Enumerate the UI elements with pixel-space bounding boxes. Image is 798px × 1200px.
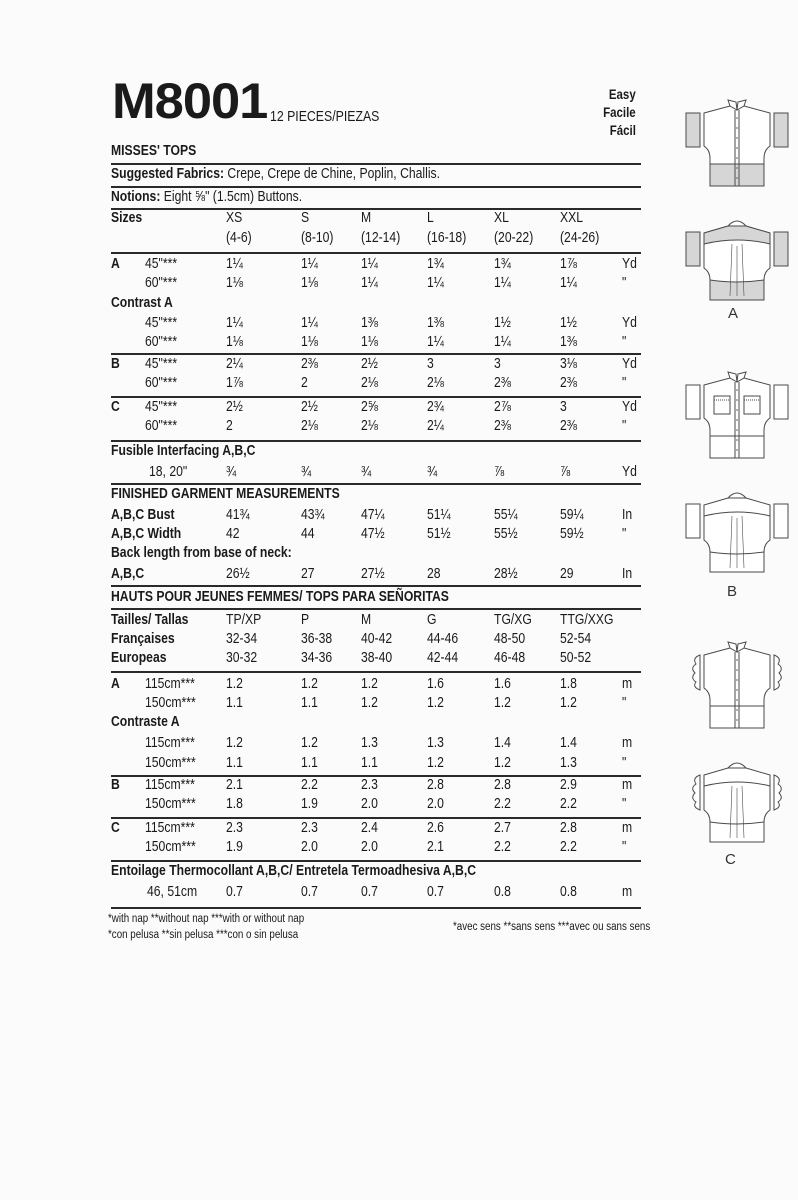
size-value: 50-52 (560, 650, 592, 666)
metric-row (111, 755, 641, 774)
divider (111, 483, 641, 485)
value-cell: 2.0 (427, 796, 444, 812)
value-cell: 2¼ (427, 418, 444, 434)
value-cell: 1¼ (301, 256, 318, 272)
value-cell: 1.2 (494, 755, 511, 771)
view-c-front-icon (693, 642, 782, 728)
value-cell: 2½ (361, 356, 378, 372)
metric-row (111, 839, 641, 858)
difficulty-french: Facile (603, 104, 636, 120)
value-cell: 2.3 (301, 820, 318, 836)
unit-cell: In (622, 507, 633, 523)
value-cell: 2½ (226, 399, 243, 415)
value-cell: 1⅜ (560, 334, 577, 350)
value-cell: 2.0 (361, 796, 378, 812)
unit-cell: " (622, 839, 627, 855)
value-cell: 55½ (494, 526, 518, 542)
notions-row (111, 189, 641, 208)
value-cell: 28 (427, 566, 441, 582)
value-cell: 1¼ (494, 275, 511, 291)
fabric-width: 150cm*** (145, 695, 196, 711)
value-cell: 1.3 (427, 735, 444, 751)
yardage-row (111, 418, 641, 437)
value-cell: 1⅛ (301, 275, 318, 291)
value-cell: ⅞ (494, 464, 505, 480)
pattern-title: MISSES' TOPS (111, 143, 197, 159)
value-cell: 0.8 (560, 884, 577, 900)
size-range: (16-18) (427, 230, 467, 246)
value-cell: 2.9 (560, 777, 577, 793)
value-cell: ¾ (361, 464, 372, 480)
value-cell: 2⅞ (494, 399, 511, 415)
size-value: 34-36 (301, 650, 333, 666)
pattern-number: M8001 (112, 73, 268, 129)
measurements-heading-row (111, 486, 641, 505)
view-label: C (111, 399, 120, 415)
contrast-heading-row (111, 295, 641, 314)
value-cell: 0.7 (427, 884, 444, 900)
fabric-width: 115cm*** (145, 777, 195, 793)
view-label: A (111, 256, 120, 272)
pattern-title-row (111, 143, 641, 162)
fabric-width: 45"*** (145, 315, 178, 331)
view-a-illustration (678, 98, 796, 313)
value-cell: 2.8 (560, 820, 577, 836)
value-cell: 1.2 (361, 695, 378, 711)
view-b-label: B (727, 583, 738, 600)
view-b-front-icon (686, 372, 788, 458)
value-cell: 1¼ (427, 275, 444, 291)
back-length-views: A,B,C (111, 566, 145, 582)
value-cell: 3 (494, 356, 501, 372)
footnote-french: *avec sens **sans sens ***avec ou sans sens (453, 921, 651, 933)
size-range-row (111, 230, 641, 249)
yardage-row (111, 256, 641, 275)
view-b-illustration (678, 370, 796, 585)
value-cell: 29 (560, 566, 574, 582)
view-label: C (111, 820, 120, 836)
divider (111, 252, 641, 254)
value-cell: 1½ (560, 315, 577, 331)
value-cell: 42 (226, 526, 240, 542)
value-cell: 2.2 (560, 839, 577, 855)
size-range: (24-26) (560, 230, 600, 246)
unit-cell: " (622, 275, 627, 291)
value-cell: 2½ (301, 399, 318, 415)
size-header: TTG/XXG (560, 612, 614, 628)
fabric-width: 60"*** (145, 418, 178, 434)
metric-row (111, 796, 641, 815)
size-range: (4-6) (226, 230, 252, 246)
divider (111, 907, 641, 909)
value-cell: 2⅛ (361, 375, 378, 391)
value-cell: 47½ (361, 526, 385, 542)
size-value: 42-44 (427, 650, 459, 666)
fabric-width: 150cm*** (145, 839, 196, 855)
size-value: 36-38 (301, 631, 333, 647)
unit-cell: " (622, 375, 627, 391)
unit-cell: " (622, 695, 627, 711)
value-cell: 1¼ (427, 334, 444, 350)
value-cell: 2⅜ (560, 418, 577, 434)
size-header: M (361, 210, 372, 226)
size-value: 48-50 (494, 631, 526, 647)
tailles-label: Tailles/ Tallas (111, 612, 189, 628)
value-cell: 59¼ (560, 507, 584, 523)
contraste-label: Contraste A (111, 714, 180, 730)
fabric-width: 150cm*** (145, 755, 196, 771)
size-header: L (427, 210, 434, 226)
size-value: 46-48 (494, 650, 526, 666)
value-cell: 1.2 (301, 676, 318, 692)
value-cell: 2.2 (494, 839, 511, 855)
unit-cell: Yd (622, 315, 637, 331)
value-cell: 27 (301, 566, 315, 582)
fabrics-label: Suggested Fabrics: (111, 166, 225, 182)
value-cell: ¾ (427, 464, 438, 480)
bust-label: A,B,C Bust (111, 507, 175, 523)
value-cell: 2.2 (301, 777, 318, 793)
unit-cell: " (622, 796, 627, 812)
value-cell: 1.1 (301, 755, 318, 771)
value-cell: 59½ (560, 526, 584, 542)
size-value: 38-40 (361, 650, 393, 666)
value-cell: 1.2 (560, 695, 577, 711)
value-cell: 2.1 (226, 777, 243, 793)
value-cell: 0.7 (361, 884, 378, 900)
fabric-width: 45"*** (145, 256, 178, 272)
value-cell: 1.8 (226, 796, 243, 812)
size-header: XS (226, 210, 243, 226)
value-cell: 27½ (361, 566, 385, 582)
bust-row (111, 507, 641, 526)
unit-cell: Yd (622, 464, 637, 480)
value-cell: 2.2 (560, 796, 577, 812)
footnote-spanish: *con pelusa **sin pelusa ***con o sin pelusa (108, 929, 299, 941)
value-cell: 1⅛ (301, 334, 318, 350)
divider (111, 671, 641, 673)
divider (111, 396, 641, 398)
divider (111, 163, 641, 165)
value-cell: 2.7 (494, 820, 511, 836)
sizes-label: Sizes (111, 210, 143, 226)
tailles-row (111, 612, 641, 631)
back-length-row (111, 566, 641, 585)
unit-cell: Yd (622, 399, 637, 415)
size-range: (8-10) (301, 230, 334, 246)
unit-cell: " (622, 526, 627, 542)
divider (111, 186, 641, 188)
fabric-width: 115cm*** (145, 735, 195, 751)
value-cell: 2.0 (361, 839, 378, 855)
value-cell: 1¼ (226, 256, 243, 272)
value-cell: 0.7 (301, 884, 318, 900)
value-cell: 26½ (226, 566, 250, 582)
fabric-width: 60"*** (145, 375, 178, 391)
value-cell: 1.2 (494, 695, 511, 711)
fabrics-row (111, 166, 641, 185)
fabric-width: 18, 20" (149, 464, 188, 480)
value-cell: 1.2 (301, 735, 318, 751)
size-header: XXL (560, 210, 584, 226)
value-cell: 2.2 (494, 796, 511, 812)
francaises-label: Françaises (111, 631, 175, 647)
view-c-back-icon (693, 763, 782, 842)
footnote-english: *with nap **without nap ***with or without nap (108, 913, 305, 925)
size-header: TG/XG (494, 612, 532, 628)
value-cell: 1¼ (494, 334, 511, 350)
value-cell: 1⅜ (361, 315, 378, 331)
value-cell: 1.1 (301, 695, 318, 711)
value-cell: 2.8 (494, 777, 511, 793)
interfacing-row (111, 464, 641, 483)
value-cell: 3 (427, 356, 434, 372)
size-value: 30-32 (226, 650, 258, 666)
value-cell: 1.2 (427, 755, 444, 771)
value-cell: 1⅛ (361, 334, 378, 350)
fabrics-value: Crepe, Crepe de Chine, Poplin, Challis. (224, 166, 441, 182)
unit-cell: m (622, 884, 633, 900)
value-cell: 2.3 (361, 777, 378, 793)
fabric-width: 45"*** (145, 356, 178, 372)
value-cell: 1⅛ (226, 275, 243, 291)
value-cell: 47¼ (361, 507, 385, 523)
measurements-label: FINISHED GARMENT MEASUREMENTS (111, 486, 340, 502)
yardage-row (111, 399, 641, 418)
sizes-row (111, 210, 641, 229)
size-header: M (361, 612, 372, 628)
value-cell: 1¼ (226, 315, 243, 331)
value-cell: 51½ (427, 526, 451, 542)
value-cell: 1.4 (494, 735, 511, 751)
value-cell: 2⅛ (361, 418, 378, 434)
value-cell: 1.1 (226, 695, 243, 711)
unit-cell: " (622, 418, 627, 434)
unit-cell: m (622, 777, 633, 793)
contrast-label: Contrast A (111, 295, 173, 311)
value-cell: 2⅛ (301, 418, 318, 434)
divider (111, 440, 641, 442)
francaises-row (111, 631, 641, 650)
europeas-row (111, 650, 641, 669)
unit-cell: m (622, 820, 633, 836)
value-cell: 1.2 (427, 695, 444, 711)
divider (111, 860, 641, 862)
size-value: 32-34 (226, 631, 258, 647)
interfacing-label: Fusible Interfacing A,B,C (111, 443, 256, 459)
value-cell: 0.8 (494, 884, 511, 900)
value-cell: 1¼ (361, 275, 378, 291)
metric-row (111, 735, 641, 754)
yardage-row (111, 356, 641, 375)
fabric-width: 60"*** (145, 334, 178, 350)
europeas-label: Europeas (111, 650, 167, 666)
yardage-row (111, 275, 641, 294)
value-cell: 1.4 (560, 735, 577, 751)
metric-row (111, 777, 641, 796)
entoilage-heading-row (111, 863, 641, 882)
width-label: A,B,C Width (111, 526, 182, 542)
value-cell: 2.4 (361, 820, 378, 836)
value-cell: 44 (301, 526, 315, 542)
value-cell: 1.9 (226, 839, 243, 855)
value-cell: 2 (301, 375, 308, 391)
value-cell: 2.8 (427, 777, 444, 793)
value-cell: 1.9 (301, 796, 318, 812)
value-cell: 1.2 (226, 735, 243, 751)
fabric-width: 115cm*** (145, 820, 195, 836)
value-cell: 3⅛ (560, 356, 577, 372)
difficulty-spanish: Fácil (609, 122, 636, 138)
value-cell: 1.3 (560, 755, 577, 771)
value-cell: 2⅜ (494, 375, 511, 391)
divider (111, 585, 641, 587)
unit-cell: " (622, 755, 627, 771)
view-a-back-icon (686, 221, 788, 300)
value-cell: 2⅝ (361, 399, 378, 415)
back-length-label: Back length from base of neck: (111, 545, 292, 561)
value-cell: 1¾ (494, 256, 511, 272)
value-cell: 2.1 (427, 839, 444, 855)
metric-title-row (111, 589, 641, 608)
view-label: B (111, 356, 120, 372)
value-cell: 1.3 (361, 735, 378, 751)
value-cell: 1⅞ (226, 375, 243, 391)
value-cell: 1.2 (361, 676, 378, 692)
value-cell: 1¼ (301, 315, 318, 331)
value-cell: 1¼ (560, 275, 577, 291)
fabric-width: 60"*** (145, 275, 178, 291)
divider (111, 353, 641, 355)
difficulty-english: Easy (609, 86, 636, 102)
value-cell: 2.6 (427, 820, 444, 836)
value-cell: 1.2 (226, 676, 243, 692)
value-cell: ¾ (301, 464, 312, 480)
value-cell: 2⅜ (494, 418, 511, 434)
piece-count: 12 PIECES/PIEZAS (270, 108, 380, 125)
divider (111, 817, 641, 819)
width-row (111, 526, 641, 545)
view-a-label: A (728, 305, 739, 322)
size-header: XL (494, 210, 509, 226)
value-cell: 2¼ (226, 356, 243, 372)
value-cell: 43¾ (301, 507, 325, 523)
unit-cell: In (622, 566, 633, 582)
value-cell: 1.8 (560, 676, 577, 692)
value-cell: 41¾ (226, 507, 250, 523)
unit-cell: " (622, 334, 627, 350)
value-cell: 2 (226, 418, 233, 434)
size-value: 52-54 (560, 631, 592, 647)
yardage-row (111, 315, 641, 334)
value-cell: 2⅜ (301, 356, 318, 372)
view-b-back-icon (686, 493, 788, 572)
contraste-heading-row (111, 714, 641, 733)
view-label: B (111, 777, 120, 793)
view-a-front-icon (686, 100, 788, 186)
value-cell: 1⅛ (226, 334, 243, 350)
notions-label: Notions: (111, 189, 161, 205)
size-value: 40-42 (361, 631, 393, 647)
unit-cell: m (622, 735, 633, 751)
value-cell: 2⅛ (427, 375, 444, 391)
value-cell: 3 (560, 399, 567, 415)
view-c-label: C (725, 851, 736, 868)
metric-row (111, 695, 641, 714)
value-cell: ¾ (226, 464, 237, 480)
view-label: A (111, 676, 120, 692)
value-cell: 1⅜ (427, 315, 444, 331)
view-c-illustration (678, 640, 796, 855)
interfacing-heading-row (111, 443, 641, 462)
value-cell: 2⅜ (560, 375, 577, 391)
value-cell: 0.7 (226, 884, 243, 900)
size-header: G (427, 612, 437, 628)
yardage-row (111, 375, 641, 394)
unit-cell: Yd (622, 356, 637, 372)
value-cell: 28½ (494, 566, 518, 582)
metric-row (111, 820, 641, 839)
size-header: S (301, 210, 310, 226)
entoilage-row (111, 884, 641, 903)
metric-row (111, 676, 641, 695)
notions-value: Eight ⅝" (1.5cm) Buttons. (160, 189, 303, 205)
value-cell: 55¼ (494, 507, 518, 523)
size-header: P (301, 612, 310, 628)
value-cell: 1.6 (494, 676, 511, 692)
divider (111, 775, 641, 777)
value-cell: 1¼ (361, 256, 378, 272)
value-cell: 1⅞ (560, 256, 577, 272)
size-header: TP/XP (226, 612, 262, 628)
divider (111, 608, 641, 610)
value-cell: 1.1 (361, 755, 378, 771)
metric-title: HAUTS POUR JEUNES FEMMES/ TOPS PARA SEÑORITAS (111, 589, 449, 605)
entoilage-label: Entoilage Thermocollant A,B,C/ Entretela Termoadhesiva A,B,C (111, 863, 477, 879)
value-cell: 2.0 (301, 839, 318, 855)
value-cell: 51¼ (427, 507, 451, 523)
value-cell: 1.1 (226, 755, 243, 771)
unit-cell: Yd (622, 256, 637, 272)
size-range: (12-14) (361, 230, 401, 246)
value-cell: 1½ (494, 315, 511, 331)
value-cell: ⅞ (560, 464, 571, 480)
value-cell: 1¾ (427, 256, 444, 272)
fabric-width: 115cm*** (145, 676, 195, 692)
value-cell: 1.6 (427, 676, 444, 692)
value-cell: 2¾ (427, 399, 444, 415)
unit-cell: m (622, 676, 633, 692)
back-length-heading-row (111, 545, 641, 564)
fabric-width: 46, 51cm (147, 884, 198, 900)
size-value: 44-46 (427, 631, 459, 647)
size-range: (20-22) (494, 230, 534, 246)
fabric-width: 150cm*** (145, 796, 196, 812)
yardage-row (111, 334, 641, 353)
fabric-width: 45"*** (145, 399, 178, 415)
value-cell: 2.3 (226, 820, 243, 836)
